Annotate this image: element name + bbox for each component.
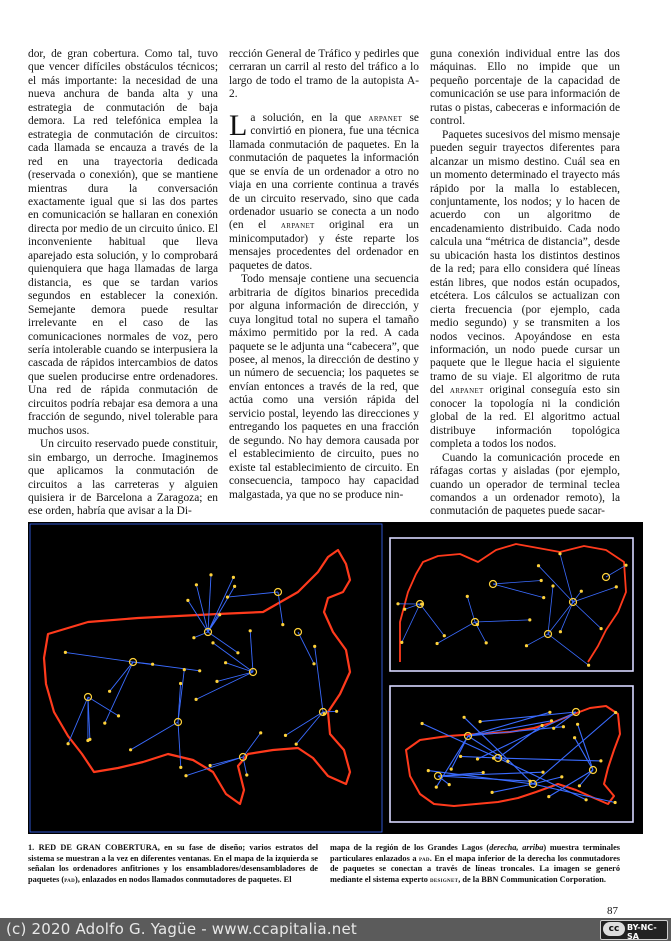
network-node bbox=[236, 651, 239, 654]
network-node bbox=[562, 725, 565, 728]
paragraph: guna conexión individual entre las dos máquinas. Ello no impide que un pequeño porcentaje de la capacidad de comunicación se use para información de rutas o pistas, cabeceras e información de control. bbox=[430, 48, 620, 128]
paragraph: dor, de gran cobertura. Como tal, tuvo que vencer difíciles obstáculos técnicos; el más importante: la necesidad de una nueva anchura de banda alta y una estrategia de conmutación de baja demora. La red telefónica emplea la estrategia de conmutación de circuitos: cada llamada se encauza a través de la red en una trayectoria dedicada (reservada o conexión), que se mantiene mientras dura la conversación exactamente igual que si las dos partes en comunicación se hallaran en conexión directa por medio de un circuito único. El inconveniente habitual que lleva aparejado esta solución, y lo comprobará quienquiera que haga llamadas de larga distancia, es que se tardan varios segundos en establecer la conexión. Semejante demora puede resultar irrelevante en el caso de las comunicaciones normales de voz, pero sería intolerable cuando se interpusiera la cascada de rápidos intercambios de datos que suelen producirse entre ordenadores. Una red de rápida conmutación de circuitos podría rebajar esa demora a una fracción de segundo, nivel tolerable para muchos usos. bbox=[28, 48, 218, 437]
network-map-figure bbox=[28, 522, 643, 834]
network-node bbox=[129, 748, 132, 751]
network-node bbox=[209, 764, 212, 767]
network-node bbox=[558, 552, 561, 555]
network-node bbox=[400, 641, 403, 644]
network-node bbox=[587, 664, 590, 667]
network-node bbox=[215, 680, 218, 683]
dropcap: L bbox=[229, 108, 248, 142]
network-node bbox=[179, 682, 182, 685]
text-run: original era un minicomputador) y éste reparte los mensajes procedentes del ordenador en paquetes de datos. bbox=[229, 219, 419, 272]
network-node bbox=[226, 596, 229, 599]
network-node bbox=[552, 727, 555, 730]
network-node bbox=[541, 724, 544, 727]
network-node bbox=[614, 801, 617, 804]
caption-text: , de la BBN Communication Corporation. bbox=[458, 874, 606, 884]
network-node bbox=[580, 590, 583, 593]
network-node bbox=[560, 775, 563, 778]
paragraph-with-dropcap bbox=[229, 108, 419, 273]
network-node bbox=[537, 564, 540, 567]
caption-italic: derecha, arriba bbox=[489, 843, 544, 852]
caption-text: mapa de la región de los Grandes Lagos ( bbox=[330, 843, 490, 852]
network-node bbox=[578, 784, 581, 787]
caption-text: ) muestra terminales particulares enlazados a bbox=[330, 843, 620, 863]
network-node bbox=[615, 585, 618, 588]
license-badge[interactable] bbox=[600, 920, 668, 940]
network-node bbox=[541, 771, 544, 774]
copyright-text[interactable]: (c) 2020 Adolfo G. Yagüe - www.ccapitalia.net bbox=[6, 920, 357, 938]
page-number: 87 bbox=[607, 905, 618, 917]
network-node bbox=[245, 773, 248, 776]
network-node bbox=[450, 768, 453, 771]
text-column-2 bbox=[229, 48, 419, 502]
network-node bbox=[151, 663, 154, 666]
network-node bbox=[335, 710, 338, 713]
network-node bbox=[281, 623, 284, 626]
network-node bbox=[599, 759, 602, 762]
network-node bbox=[295, 743, 298, 746]
creative-commons-icon: cc bbox=[603, 922, 625, 936]
network-node bbox=[585, 798, 588, 801]
small-caps-term: designet bbox=[430, 874, 459, 884]
network-node bbox=[88, 738, 91, 741]
network-node bbox=[435, 786, 438, 789]
caption-text: en su fase de diseño; varios estratos del sistema se muestran a la vez en diferentes ventanas. En el mapa de la izquierda se señalan los ordenadores anfitriones y los ensambladores/desensambladores de paquetes ( bbox=[28, 843, 319, 884]
text-column-3 bbox=[430, 48, 620, 519]
license-label: BY-NC-SA bbox=[627, 923, 657, 941]
network-node bbox=[403, 608, 406, 611]
network-node bbox=[476, 757, 479, 760]
network-node bbox=[195, 698, 198, 701]
copyright-footer bbox=[0, 918, 671, 941]
text-run: a solución, en la que bbox=[250, 111, 369, 124]
network-node bbox=[192, 636, 195, 639]
network-node bbox=[209, 573, 212, 576]
network-node bbox=[443, 634, 446, 637]
left-map-panel bbox=[30, 524, 382, 832]
network-node bbox=[600, 627, 603, 630]
network-node bbox=[550, 719, 553, 722]
network-node bbox=[64, 651, 67, 654]
network-node bbox=[312, 662, 315, 665]
paragraph: Cuando la comunicación procede en ráfagas cortas y aisladas (por ejemplo, cuando un operador de terminal teclea comandos a un ordenador remoto), la conmutación de paquetes puede sacar- bbox=[430, 451, 620, 518]
paragraph: Un circuito reservado puede constituir, sin embargo, un derroche. Imaginemos que aplicamos la conmutación de circuitos a las carreteras y alguien quisiera ir de Barcelona a Zaragoza; en ese orden, habría que avisar a la Di- bbox=[28, 438, 218, 518]
network-node bbox=[259, 731, 262, 734]
text-column-1 bbox=[28, 48, 218, 519]
network-node bbox=[525, 644, 528, 647]
network-node bbox=[117, 714, 120, 717]
network-node bbox=[459, 755, 462, 758]
network-node bbox=[232, 576, 235, 579]
network-node bbox=[421, 722, 424, 725]
network-node bbox=[284, 734, 287, 737]
network-node bbox=[466, 595, 469, 598]
figure-caption-left bbox=[28, 843, 318, 885]
caption-number: 1. bbox=[28, 843, 35, 852]
caption-heading: RED DE GRAN COBERTURA, bbox=[38, 843, 160, 852]
network-node bbox=[211, 641, 214, 644]
network-node bbox=[198, 669, 201, 672]
network-node bbox=[108, 690, 111, 693]
paragraph: Todo mensaje contiene una secuencia arbitraria de dígitos binarios precedida por alguna información de dirección, y cuya longitud total no supera el tamaño máximo permitido por la red. A cada paquete se le adjunta una “cabecera”, que posee, al menos, la dirección de destino y un número de secuencia; los paquetes se envían entonces a través de la red, que actúa como una versión rápida del servicio postal, leyendo las direcciones y entregando los paquetes en una fracción de segundo. No hay demora causada por el establecimiento de circuito, pues no existe tal establecimiento de circuito. En consecuencia, tampoco hay capacidad malgastada, ya que no se produce nin- bbox=[229, 273, 419, 501]
network-node bbox=[548, 711, 551, 714]
network-node bbox=[184, 774, 187, 777]
right-bottom-map-panel bbox=[390, 686, 633, 822]
network-node bbox=[542, 596, 545, 599]
network-node bbox=[313, 645, 316, 648]
caption-text: ), enlazados en nodos llamados conmutadores de paquetes. El bbox=[75, 874, 292, 884]
caption-text: . En el mapa inferior de la derecha los conmutadores de paquetes se conectan a través de líneas troncales. La imagen se generó mediante el sistema experto bbox=[330, 853, 620, 884]
network-node bbox=[528, 618, 531, 621]
network-node bbox=[186, 599, 189, 602]
network-node bbox=[67, 742, 70, 745]
network-node bbox=[396, 602, 399, 605]
paragraph bbox=[430, 129, 620, 452]
small-caps-term: arpanet bbox=[449, 385, 484, 397]
small-caps-term: pad bbox=[418, 853, 430, 863]
network-node bbox=[559, 630, 562, 633]
network-node bbox=[233, 585, 236, 588]
network-node bbox=[491, 791, 494, 794]
small-caps-term: arpanet bbox=[280, 220, 315, 232]
network-node bbox=[224, 661, 227, 664]
small-caps-term: pad bbox=[64, 874, 75, 884]
network-node bbox=[103, 722, 106, 725]
network-node bbox=[485, 641, 488, 644]
network-node bbox=[183, 668, 186, 671]
network-node bbox=[479, 720, 482, 723]
network-node bbox=[249, 629, 252, 632]
text-run: Paquetes sucesivos del mismo mensaje pueden seguir trayectos diferentes para alcanzar un mismo destino. Cuál sea en un momento determinado el trayecto más rápido por la malla lo establecen, conjuntamente, los nodos; y lo hacen de acuerdo con un algoritmo de encadenamiento distribuido. Cada nodo calcula una “métrica de distancia”, desde su ubicación hasta los distintos destinos de la red; para ello considera qué líneas están libres, que nodos están ocupados, etcétera. Los cálculos se actualizan con cierta frecuencia (por ejemplo, cada medio segundo) y se transmiten a los nodos vecinos. Apoyándose en esta información, un nodo puede cursar un paquete que le llegue hacia el siguiente tramo de su viaje. El algoritmo de ruta del bbox=[430, 128, 620, 397]
figure-caption-right bbox=[330, 843, 620, 885]
network-node bbox=[195, 583, 198, 586]
paragraph: rección General de Tráfico y pedirles que cerraran un carril al resto del tráfico a lo largo de todo el tramo de la autopista A-2. bbox=[229, 48, 419, 101]
network-node bbox=[218, 613, 221, 616]
network-node bbox=[427, 769, 430, 772]
network-node bbox=[506, 760, 509, 763]
text-run: se convirtió en pionera, fue una técnica llamada conmutación de paquetes. En la conmutación de paquetes la información que se envía de un ordenador a otro no viaja en una corriente continua a través de un circuito reservado, sino que cada ordenador usuario se conecta a un nodo (en el bbox=[229, 111, 419, 232]
network-node bbox=[551, 584, 554, 587]
network-node bbox=[573, 736, 576, 739]
network-node bbox=[436, 642, 439, 645]
network-node bbox=[482, 771, 485, 774]
text-run: original conseguía esto sin conocer la topología ni la condición global de la red. El algoritmo actual distribuye información topológica completa a todos los nodos. bbox=[430, 384, 620, 451]
right-top-map-panel bbox=[390, 538, 633, 671]
network-node bbox=[547, 795, 550, 798]
network-node bbox=[614, 711, 617, 714]
network-node bbox=[463, 716, 466, 719]
network-node bbox=[179, 766, 182, 769]
network-map-illustration bbox=[28, 522, 643, 834]
network-node bbox=[540, 579, 543, 582]
network-node bbox=[624, 564, 627, 567]
network-node bbox=[576, 723, 579, 726]
small-caps-term: arpanet bbox=[368, 112, 403, 124]
network-node bbox=[448, 783, 451, 786]
